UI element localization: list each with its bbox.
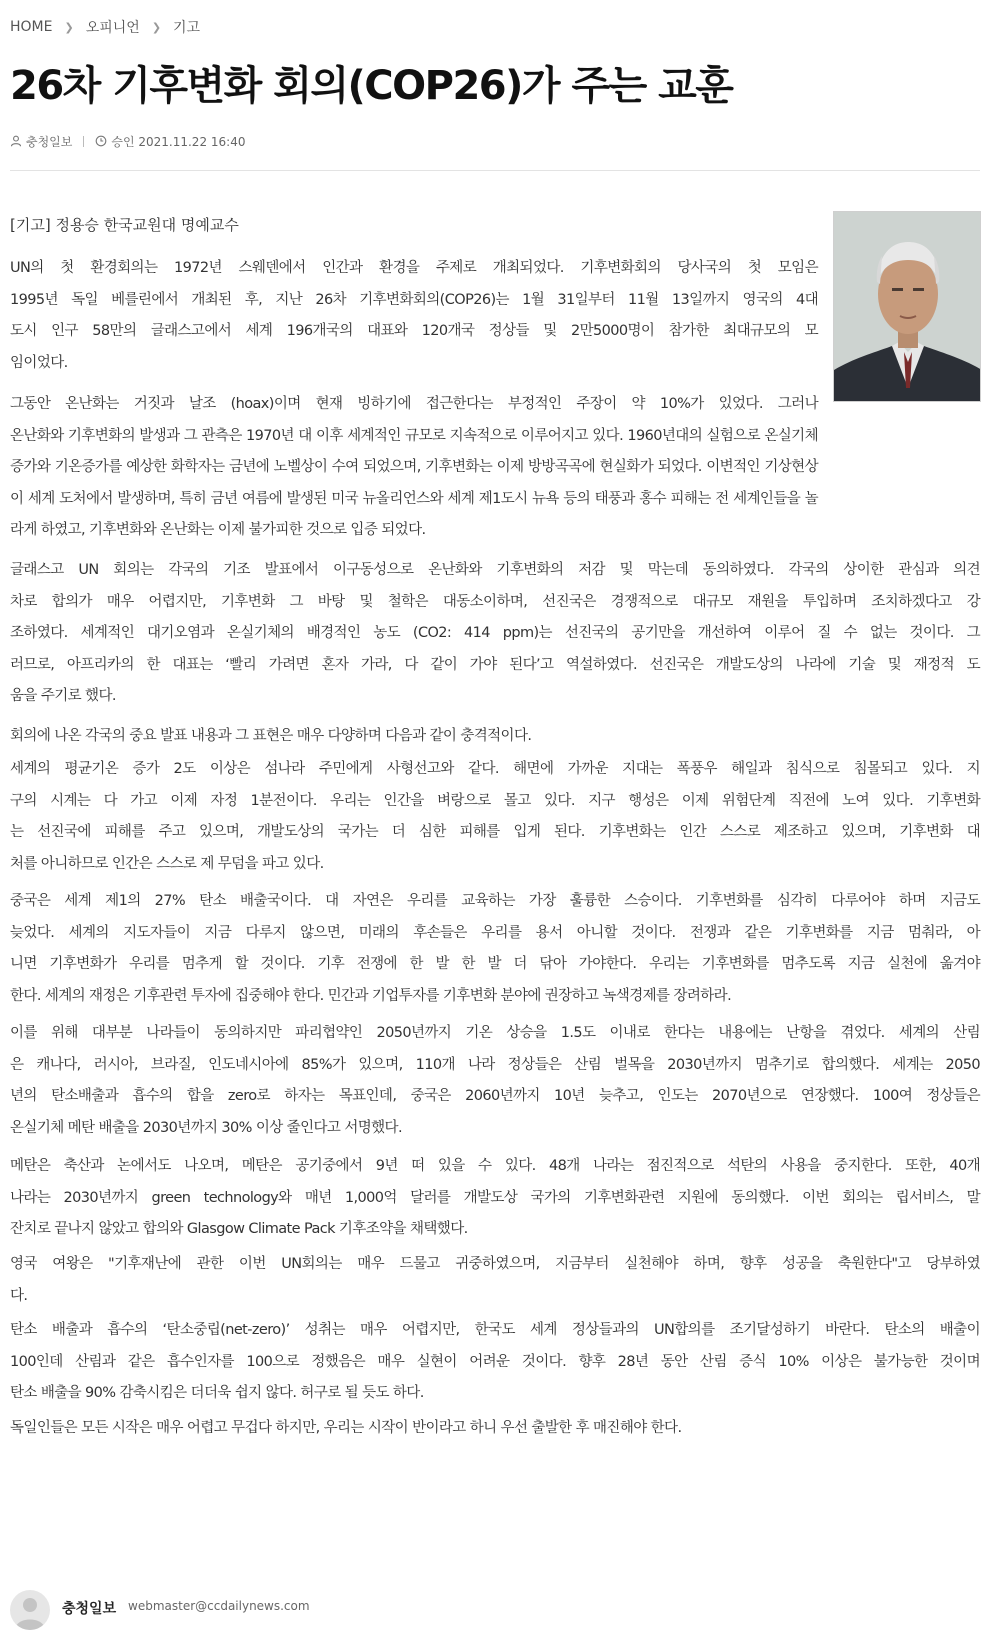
paragraph-line: 온실기체 메탄 배출을 2030년까지 30% 이상 줄인다고 서명했다. — [10, 1119, 402, 1136]
paragraph-line: 잔치로 끝나지 않았고 합의와 Glasgow Climate Pack 기후조약을 채택했다. — [10, 1221, 468, 1237]
paragraph-line: 탄소 배출을 90% 감축시킴은 더더욱 쉽지 않다. 허구로 될 듯도 하다. — [10, 1385, 424, 1401]
paragraph-line: 구의 시계는 다 가고 이제 자정 1분전이다. 우리는 인간을 벼랑으로 몰고 있다. 지구 행성은 이제 위험단계 직전에 노여 있다. 기후변화 — [10, 792, 980, 809]
chevron-right-icon: ❯ — [64, 20, 74, 34]
paragraph-line: 도시 인구 58만의 글래스고에서 세계 196개국의 대표와 120개국 정상들 및 2만5000명이 참가한 최대규모의 모 — [10, 323, 818, 339]
user-icon — [10, 135, 22, 147]
article-paragraph — [10, 1151, 980, 1246]
meta-divider — [83, 136, 84, 147]
article-author: 충청일보 — [26, 134, 73, 149]
paragraph-line: 메탄은 축산과 논에서도 나오며, 메탄은 공기중에서 9년 떠 있을 수 있다. 48개 나라는 점진적으로 석탄의 사용을 중지한다. 또한, 40개 — [10, 1158, 980, 1174]
paragraph-line: 이 세계 도처에서 발생하며, 특히 금년 여름에 발생된 미국 뉴올리언스와 세계 제1도시 뉴욕 등의 태풍과 홍수 피해는 전 세계인들을 놀 — [10, 490, 818, 507]
paragraph-line: 독일인들은 모든 시작은 매우 어렵고 무겁다 하지만, 우리는 시작이 반이라고 하니 우선 출발한 후 매진해야 한다. — [10, 1420, 682, 1436]
paragraph-line: 은 캐나다, 러시아, 브라질, 인도네시아에 85%가 있으며, 110개 나라 정상들은 산림 벌목을 2030년까지 멈추기로 합의했다. 세계는 2050 — [10, 1056, 980, 1073]
article-paragraph — [10, 886, 980, 1012]
article-title: 26차 기후변화 회의(COP26)가 주는 교훈 — [10, 63, 733, 109]
paragraph-line: 한다. 세계의 재정은 기후관련 투자에 집중해야 한다. 민간과 기업투자를 기후변화 분야에 권장하고 녹색경제를 장려하라. — [10, 987, 732, 1004]
article-paragraph — [10, 1315, 980, 1410]
header-divider — [10, 170, 980, 171]
article-paragraph — [10, 721, 980, 753]
footer-author-email[interactable]: webmaster@ccdailynews.com — [128, 1599, 310, 1613]
article-paragraph — [10, 253, 818, 379]
clock-icon — [95, 135, 107, 147]
paragraph-line: 차로 합의가 매우 어렵지만, 기후변화 그 바탕 및 철학은 대동소이하며, 선진국은 경쟁적으로 대규모 재원을 투입하며 조치하겠다고 강 — [10, 593, 980, 610]
author-photo — [833, 211, 981, 402]
paragraph-line: 온난화와 기후변화의 발생과 그 관측은 1970년 대 이후 세계적인 규모로 지속적으로 이루어지고 있다. 1960년대의 실험으로 온실기체 — [10, 427, 818, 444]
paragraph-line: 나라는 2030년까지 green technology와 매년 1,000억 달러를 개발도상 국가의 기후변화관련 지원에 동의했다. 이번 회의는 립서비스, 말 — [10, 1189, 980, 1206]
paragraph-line: 조하였다. 세계적인 대기오염과 온실기체의 배경적인 농도 (CO2: 414 ppm)는 선진국의 공기만을 개선하여 이루어 질 수 없는 것이다. 그 — [10, 625, 980, 641]
avatar-icon — [10, 1590, 50, 1630]
article-paragraph — [10, 754, 980, 880]
paragraph-line: 년의 탄소배출과 흡수의 합을 zero로 하자는 목표인데, 중국은 2060년까지 10년 늦추고, 인도는 2070년으로 연장했다. 100여 정상들은 — [10, 1088, 980, 1104]
paragraph-line: 글래스고 UN 회의는 각국의 기조 발표에서 이구동성으로 온난화와 기후변화의 저감 및 막는데 동의하였다. 각국의 상이한 관심과 의견 — [10, 562, 980, 578]
paragraph-line: 라게 하였고, 기후변화와 온난화는 이제 불가피한 것으로 입증 되었다. — [10, 522, 426, 538]
paragraph-line: 다. — [10, 1287, 28, 1304]
paragraph-line: 증가와 기온증가를 예상한 화학자는 금년에 노벨상이 수여 되었으며, 기후변화는 이제 방방곡곡에 현실화가 되었다. 이변적인 기상현상 — [10, 459, 818, 475]
article-paragraph — [10, 1018, 980, 1144]
breadcrumb — [10, 17, 200, 37]
article-approved-date: 승인 2021.11.22 16:40 — [111, 134, 246, 149]
paragraph-line: 니면 기후변화가 우리를 멈추게 할 것이다. 기후 전쟁에 한 발 한 발 더 닦아 가야한다. 우리는 기후변화를 멈추도록 지금 실천에 옮겨야 — [10, 956, 980, 972]
paragraph-line: 처를 아니하므로 인간은 스스로 제 무덤을 파고 있다. — [10, 855, 324, 872]
paragraph-line: 영국 여왕은 "기후재난에 관한 이번 UN회의는 매우 드물고 귀중하였으며, 지금부터 실천해야 하며, 향후 성공을 축원한다"고 당부하였 — [10, 1256, 980, 1272]
paragraph-line: 움을 주기로 했다. — [10, 688, 116, 704]
breadcrumb-subsection[interactable]: 기고 — [173, 20, 201, 36]
paragraph-line: UN의 첫 환경회의는 1972년 스웨덴에서 인간과 환경을 주제로 개최되었다. 기후변화회의 당사국의 첫 모임은 — [10, 260, 818, 276]
paragraph-line: 중국은 세계 제1의 27% 탄소 배출국이다. 대 자연은 우리를 교육하는 가장 훌륭한 스승이다. 기후변화를 심각히 다루어야 하며 지금도 — [10, 893, 980, 909]
paragraph-line: 이를 위해 대부분 나라들이 동의하지만 파리협약인 2050년까지 기온 상승을 1.5도 이내로 한다는 내용에는 난항을 겪었다. 세계의 산림 — [10, 1025, 980, 1041]
footer-author-name: 충청일보 — [62, 1601, 117, 1617]
breadcrumb-section[interactable]: 오피니언 — [85, 20, 140, 36]
article-paragraph — [10, 1249, 980, 1312]
article-paragraph — [10, 389, 818, 547]
paragraph-line: 탄소 배출과 흡수의 ‘탄소중립(net-zero)’ 성취는 매우 어렵지만, 한국도 세계 정상들과의 UN합의를 조기달성하기 바란다. 탄소의 배출이 — [10, 1322, 980, 1338]
paragraph-line: 회의에 나온 각국의 중요 발표 내용과 그 표현은 매우 다양하며 다음과 같이 충격적이다. — [10, 728, 532, 744]
chevron-right-icon: ❯ — [151, 20, 162, 34]
paragraph-line: 러므로, 아프리카의 한 대표는 ‘빨리 가려면 혼자 가라, 다 같이 가야 된다’고 역설하였다. 선진국은 개발도상의 나라에 기술 및 재정적 도 — [10, 656, 980, 673]
article-paragraph — [10, 555, 980, 713]
paragraph-line: 그동안 온난화는 거짓과 날조 (hoax)이며 현재 빙하기에 접근한다는 부정적인 주장이 약 10%가 있었다. 그러나 — [10, 396, 818, 412]
paragraph-line: 는 선진국에 피해를 주고 있으며, 개발도상의 국가는 더 심한 피해를 입게 된다. 기후변화는 인간 스스로 제조하고 있으며, 기후변화 대 — [10, 824, 980, 840]
article-footer — [10, 1590, 980, 1630]
paragraph-line: 1995년 독일 베를린에서 개최된 후, 지난 26차 기후변화회의(COP26)는 1월 31일부터 11월 13일까지 영국의 4대 — [10, 291, 818, 308]
breadcrumb-home[interactable]: HOME — [10, 19, 53, 35]
article-meta — [10, 131, 245, 151]
paragraph-line: 세계의 평균기온 증가 2도 이상은 섬나라 주민에게 사형선고와 같다. 해면에 가까운 지대는 폭풍우 해일과 침식으로 침몰되고 있다. 지 — [10, 761, 980, 777]
article-paragraph — [10, 1413, 980, 1445]
paragraph-line: 늦었다. 세계의 지도자들이 지금 다루지 않으면, 미래의 후손들은 우리를 용서 아니할 것이다. 전쟁과 같은 기후변화를 지금 멈춰라, 아 — [10, 924, 980, 941]
paragraph-line: 임이었다. — [10, 354, 68, 371]
article-byline: [기고] 정용승 한국교원대 명예교수 — [10, 216, 239, 234]
paragraph-line: 100인데 산림과 같은 흡수인자를 100으로 정했음은 매우 실현이 어려운 것이다. 향후 28년 동안 산림 증식 10% 이상은 불가능한 것이며 — [10, 1353, 980, 1370]
